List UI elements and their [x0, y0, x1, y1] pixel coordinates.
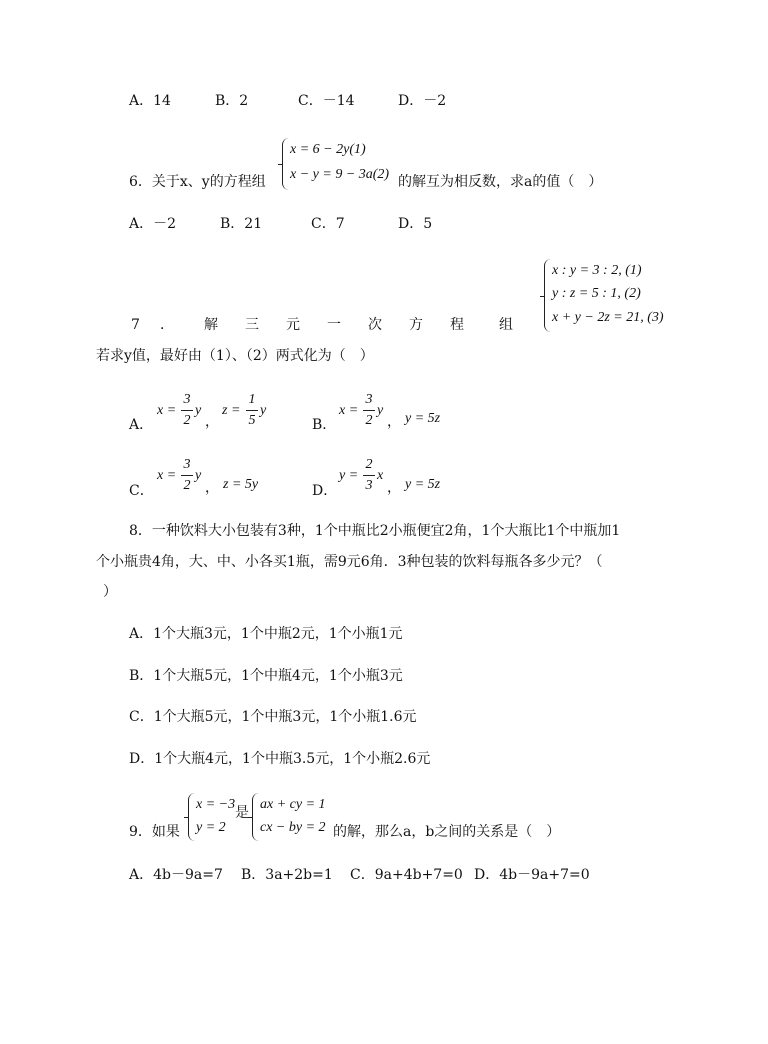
math-term: z = — [222, 403, 241, 418]
q7-char: 三 — [245, 317, 259, 333]
fraction-denominator: 2 — [183, 413, 191, 428]
math-term: y — [195, 403, 202, 418]
brace-symbol — [282, 138, 289, 190]
q9-mid: 是 — [235, 805, 249, 821]
option-label: B． — [312, 417, 337, 433]
q7-eq2: y : z = 5 : 1, (2) — [552, 286, 641, 301]
q9-option-c: C．9a+4b+7=0 — [350, 867, 463, 883]
fraction-denominator: 2 — [365, 413, 373, 428]
fraction-denominator: 5 — [248, 413, 256, 428]
math-term: x = — [339, 403, 359, 418]
q6-option-a: A．－2 — [129, 216, 177, 232]
q9-eq2: cx − by = 2 — [260, 820, 326, 835]
separator-comma: ， — [387, 480, 401, 496]
q7-char: 解 — [204, 317, 218, 333]
q8-option-d: D．1个大瓶4元，1个中瓶3.5元，1个小瓶2.6元 — [129, 751, 431, 767]
separator-comma: ， — [205, 480, 219, 496]
q8-option-a: A．1个大瓶3元，1个中瓶2元，1个小瓶1元 — [129, 626, 403, 642]
option-label: C． — [129, 483, 154, 499]
math-expression: y = 5z — [405, 477, 441, 492]
q9-eq1: ax + cy = 1 — [260, 797, 326, 812]
q7-char: 方 — [409, 317, 423, 333]
q7-eq3: x + y − 2z = 21, (3) — [552, 310, 664, 325]
math-term: y — [195, 468, 202, 483]
fraction-bar — [246, 410, 258, 411]
q9-sol1: x = −3 — [196, 797, 236, 812]
q9-option-b: B．3a+2b=1 — [241, 867, 333, 883]
math-term: x = — [157, 468, 177, 483]
q7-eq1: x : y = 3 : 2, (1) — [552, 263, 642, 278]
q7-char: 一 — [327, 317, 341, 333]
q8-option-c: C．1个大瓶5元，1个中瓶3元，1个小瓶1.6元 — [129, 709, 417, 725]
q6-option-d: D．5 — [398, 216, 433, 232]
separator-comma: ， — [387, 414, 401, 430]
q6-prefix: 6．关于x、y的方程组 — [129, 174, 266, 190]
brace-symbol — [188, 793, 195, 841]
q8-line1: 8．一种饮料大小包装有3种，1个中瓶比2小瓶便宜2角，1个大瓶比1个中瓶加1 — [129, 523, 621, 539]
q8-option-b: B．1个大瓶5元，1个中瓶4元，1个小瓶3元 — [129, 668, 403, 684]
fraction-numerator: 2 — [365, 457, 373, 472]
math-term: y — [260, 403, 267, 418]
fraction-bar — [181, 410, 193, 411]
fraction-bar — [363, 410, 375, 411]
fraction-numerator: 3 — [365, 392, 373, 407]
fraction-denominator: 2 — [183, 478, 191, 493]
fraction-denominator: 3 — [365, 478, 373, 493]
fraction-numerator: 3 — [183, 457, 191, 472]
q7-char: 元 — [286, 317, 300, 333]
q6-eq1: x = 6 − 2y(1) — [290, 142, 366, 157]
q5-option-c: C．－14 — [298, 93, 355, 109]
option-label: D． — [312, 483, 338, 499]
q5-option-d: D．－2 — [398, 93, 447, 109]
q9-option-a: A．4b－9a=7 — [129, 867, 223, 883]
math-term: y — [377, 403, 384, 418]
q7-dot: ． — [160, 317, 174, 333]
q9-equation-system — [252, 793, 332, 841]
q7-number: 7 — [131, 317, 140, 333]
separator-comma: ， — [205, 414, 219, 430]
q9-option-d: D．4b－9a+7=0 — [474, 867, 590, 883]
q9-suffix: 的解，那么a，b之间的关系是（ ） — [333, 824, 561, 840]
q7-char: 组 — [499, 317, 513, 333]
q9-solution-system — [188, 793, 234, 841]
q5-option-a: A．14 — [129, 93, 171, 109]
q7-char: 次 — [368, 317, 382, 333]
math-term: y = — [339, 468, 359, 483]
q7-char: 程 — [450, 317, 464, 333]
q5-option-b: B．2 — [215, 93, 249, 109]
math-expression: y = 5z — [405, 411, 441, 426]
q6-eq2: x − y = 9 − 3a(2) — [290, 167, 390, 182]
fraction-numerator: 1 — [248, 392, 256, 407]
math-term: x — [377, 468, 384, 483]
math-expression: z = 5y — [223, 477, 259, 492]
q6-equation-system — [282, 138, 398, 190]
brace-symbol — [252, 793, 259, 841]
q7-equation-system — [544, 259, 674, 332]
q8-line2: 个小瓶贵4角，大、中、小各买1瓶，需9元6角．3种包装的饮料每瓶各多少元？（ — [96, 554, 603, 570]
fraction-bar — [181, 475, 193, 476]
option-label: A． — [129, 417, 154, 433]
q6-option-b: B．21 — [220, 216, 263, 232]
q6-option-c: C．7 — [311, 216, 345, 232]
q9-sol2: y = 2 — [196, 820, 226, 835]
q9-prefix: 9．如果 — [129, 824, 180, 840]
q7-line2: 若求y值，最好由（1）、（2）两式化为（ ） — [96, 348, 374, 364]
q6-suffix: 的解互为相反数，求a的值（ ） — [398, 174, 603, 190]
math-term: x = — [157, 403, 177, 418]
q8-line3: ） — [103, 584, 117, 600]
fraction-numerator: 3 — [183, 392, 191, 407]
brace-symbol — [544, 259, 551, 332]
fraction-bar — [363, 475, 375, 476]
